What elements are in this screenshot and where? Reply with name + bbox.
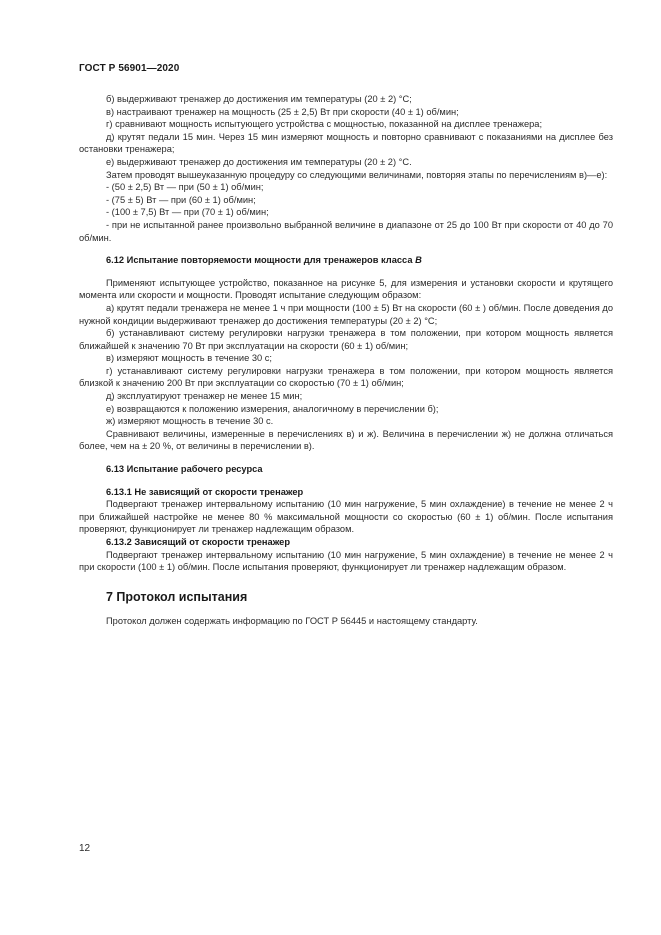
document-header: ГОСТ Р 56901—2020 xyxy=(79,63,180,74)
section-heading-6-13: 6.13 Испытание рабочего ресурса xyxy=(106,464,263,475)
paragraph: Подвергают тренажер интервальному испытанию (10 мин нагружение, 5 мин охлаждение) в течение не менее 2 ч при скорости (100 ± 1) об/мин. После испытания проверяют, функционирует ли тренажер надлежащим образом. xyxy=(79,549,613,573)
subsection-heading-6-13-2: 6.13.2 Зависящий от скорости тренажер xyxy=(106,537,291,547)
list-item: ж) измеряют мощность в течение 30 с. xyxy=(106,416,274,427)
list-item: д) крутят педали 15 мин. Через 15 мин измеряют мощность и повторно сравнивают с показаниями на дисплее без остановки тренажера; xyxy=(79,131,613,155)
paragraph: Применяют испытующее устройство, показанное на рисунке 5, для измерения и установки скорости и крутящего момента или скорости и мощности. Проводят испытание следующим образом: xyxy=(79,277,613,301)
paragraph: Затем проводят вышеуказанную процедуру со следующими величинами, повторяя этапы по перечислениям в)—е): xyxy=(106,169,608,180)
paragraph: Протокол должен содержать информацию по ГОСТ Р 56445 и настоящему стандарту. xyxy=(106,615,478,626)
list-item: е) выдерживают тренажер до достижения им температуры (20 ± 2) °С. xyxy=(106,156,412,167)
list-item: - (75 ± 5) Вт — при (60 ± 1) об/мин; xyxy=(106,194,256,205)
list-item: б) выдерживают тренажер до достижения им температуры (20 ± 2) °С; xyxy=(106,94,412,104)
class-letter: В xyxy=(415,255,422,266)
list-item: - (50 ± 2,5) Вт — при (50 ± 1) об/мин; xyxy=(106,182,264,193)
page-number: 12 xyxy=(79,843,91,854)
list-item: а) крутят педали тренажера не менее 1 ч при мощности (100 ± 5) Вт на скорости (60 ± ) об/мин. После доведения до нужной кондиции выдерживают тренажер до достижения температуры (20 ± 2) °С; xyxy=(79,302,613,326)
page-content xyxy=(79,93,613,627)
section-heading-7: 7 Протокол испытания xyxy=(106,589,248,604)
list-item: г) сравнивают мощность испытующего устройства с мощностью, показанной на дисплее тренажера; xyxy=(106,119,543,130)
list-item: - (100 ± 7,5) Вт — при (70 ± 1) об/мин; xyxy=(106,207,269,218)
list-item: б) устанавливают систему регулировки нагрузки тренажера в том положении, при котором мощность является ближайшей к значению 70 Вт при эксплуатации на скорости (60 ± 1) об/мин; xyxy=(79,328,613,351)
list-item: в) измеряют мощность в течение 30 с; xyxy=(106,353,272,364)
list-item: г) устанавливают систему регулировки нагрузки тренажера в том положении, при котором мощность является близкой к значению 200 Вт при эксплуатации со скоростью (70 ± 1) об/мин; xyxy=(79,365,613,389)
subsection-heading-6-13-1: 6.13.1 Не зависящий от скорости тренажер xyxy=(106,486,304,497)
section-heading-6-12 xyxy=(79,254,613,267)
list-item: в) настраивают тренажер на мощность (25 ± 2,5) Вт при скорости (40 ± 1) об/мин; xyxy=(106,106,459,117)
paragraph: Подвергают тренажер интервальному испытанию (10 мин нагружение, 5 мин охлаждение) в течение не менее 2 ч при ближайшей настройке не менее 80 % максимальной мощности со скоростью (60 ± 1) об/мин. После испытания проверяют, функционирует ли тренажер надлежащим образом. xyxy=(79,499,613,535)
section-heading-text: 6.12 Испытание повторяемости мощности для тренажеров класса xyxy=(106,255,416,266)
paragraph: Сравнивают величины, измеренные в перечислениях в) и ж). Величина в перечислении ж) не должна отличаться более, чем на ± 20 %, от величины в перечислении в). xyxy=(79,428,613,452)
list-item: д) эксплуатируют тренажер не менее 15 мин; xyxy=(106,391,303,402)
list-item: - при не испытанной ранее произвольно выбранной величине в диапазоне от 25 до 100 Вт при скорости от 40 до 70 об/мин. xyxy=(79,219,613,243)
list-item: е) возвращаются к положению измерения, аналогичному в перечислении б); xyxy=(106,403,439,414)
